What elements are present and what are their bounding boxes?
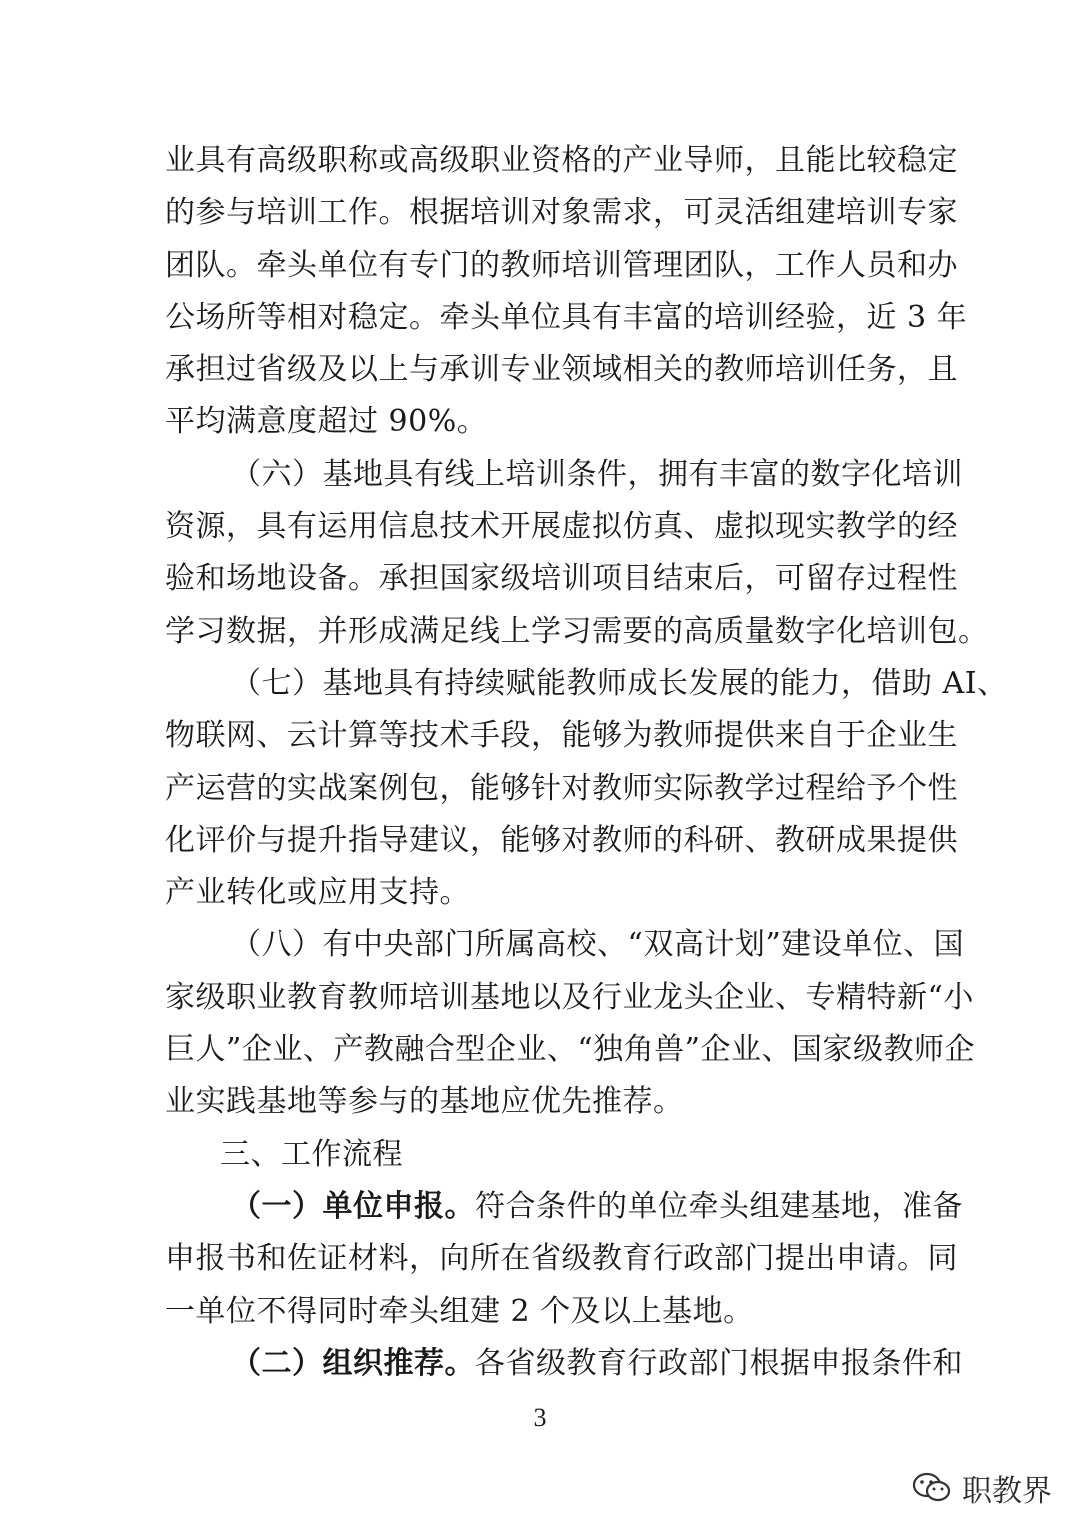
page-number: 3 bbox=[533, 1403, 547, 1432]
text-line: 学习数据，并形成满足线上学习需要的高质量数字化培训包。 bbox=[165, 613, 989, 649]
document-body bbox=[165, 135, 1008, 1390]
text-line: 申报书和佐证材料，向所在省级教育行政部门提出申请。同 bbox=[165, 1241, 958, 1277]
text-line: 产业转化或应用支持。 bbox=[165, 875, 470, 911]
text-line: 家级职业教育教师培训基地以及行业龙头企业、专精特新“小 bbox=[165, 979, 974, 1015]
step-text: 符合条件的单位牵头组建基地，准备 bbox=[475, 1188, 963, 1224]
text-line: 团队。牵头单位有专门的教师培训管理团队，工作人员和办 bbox=[165, 247, 958, 283]
text-line bbox=[165, 1338, 963, 1390]
step-label: （二）组织推荐。 bbox=[231, 1345, 475, 1381]
account-name: 职教界 bbox=[962, 1474, 1052, 1509]
text-line: 资源，具有运用信息技术开展虚拟仿真、虚拟现实教学的经 bbox=[165, 509, 958, 545]
text-line: 承担过省级及以上与承训专业领域相关的教师培训任务，且 bbox=[165, 352, 958, 388]
step-organize-recommendation bbox=[165, 1338, 963, 1390]
text-line: 平均满意度超过 90%。 bbox=[165, 404, 488, 440]
text-line: 公场所等相对稳定。牵头单位具有丰富的培训经验，近 3 年 bbox=[165, 299, 968, 335]
text-line: 物联网、云计算等技术手段，能够为教师提供来自于企业生 bbox=[165, 718, 958, 754]
paragraph-continuous-empowerment bbox=[165, 658, 1008, 919]
text-line: 化评价与提升指导建议，能够对教师的科研、教研成果提供 bbox=[165, 822, 958, 858]
text-line: 业实践基地等参与的基地应优先推荐。 bbox=[165, 1084, 684, 1120]
section-heading: 三、工作流程 bbox=[220, 1136, 403, 1172]
account-watermark bbox=[912, 1466, 1052, 1510]
text-line: （八）有中央部门所属高校、“双高计划”建设单位、国 bbox=[231, 927, 965, 963]
step-text: 各省级教育行政部门根据申报条件和 bbox=[475, 1345, 963, 1381]
step-unit-application bbox=[165, 1181, 963, 1338]
wechat-icon bbox=[912, 1471, 952, 1505]
paragraph-priority-recommendation bbox=[165, 919, 976, 1128]
text-line: 业具有高级职称或高级职业资格的产业导师，且能比较稳定 bbox=[165, 143, 958, 178]
paragraph-qualifications bbox=[165, 135, 968, 449]
text-line: （六）基地具有线上培训条件，拥有丰富的数字化培训 bbox=[231, 456, 963, 492]
text-line: 验和场地设备。承担国家级培训项目结束后，可留存过程性 bbox=[165, 561, 958, 597]
text-line: 产运营的实战案例包，能够针对教师实际教学过程给予个性 bbox=[165, 770, 958, 806]
text-line: （七）基地具有持续赋能教师成长发展的能力，借助 AI、 bbox=[231, 665, 1008, 701]
text-line: 一单位不得同时牵头组建 2 个及以上基地。 bbox=[165, 1293, 754, 1329]
text-line: 的参与培训工作。根据培训对象需求，可灵活组建培训专家 bbox=[165, 195, 958, 231]
text-line bbox=[165, 1181, 963, 1233]
step-label: （一）单位申报。 bbox=[231, 1188, 475, 1224]
paragraph-online-training bbox=[165, 449, 989, 658]
text-line: 巨人”企业、产教融合型企业、“独角兽”企业、国家级教师企 bbox=[165, 1032, 976, 1068]
